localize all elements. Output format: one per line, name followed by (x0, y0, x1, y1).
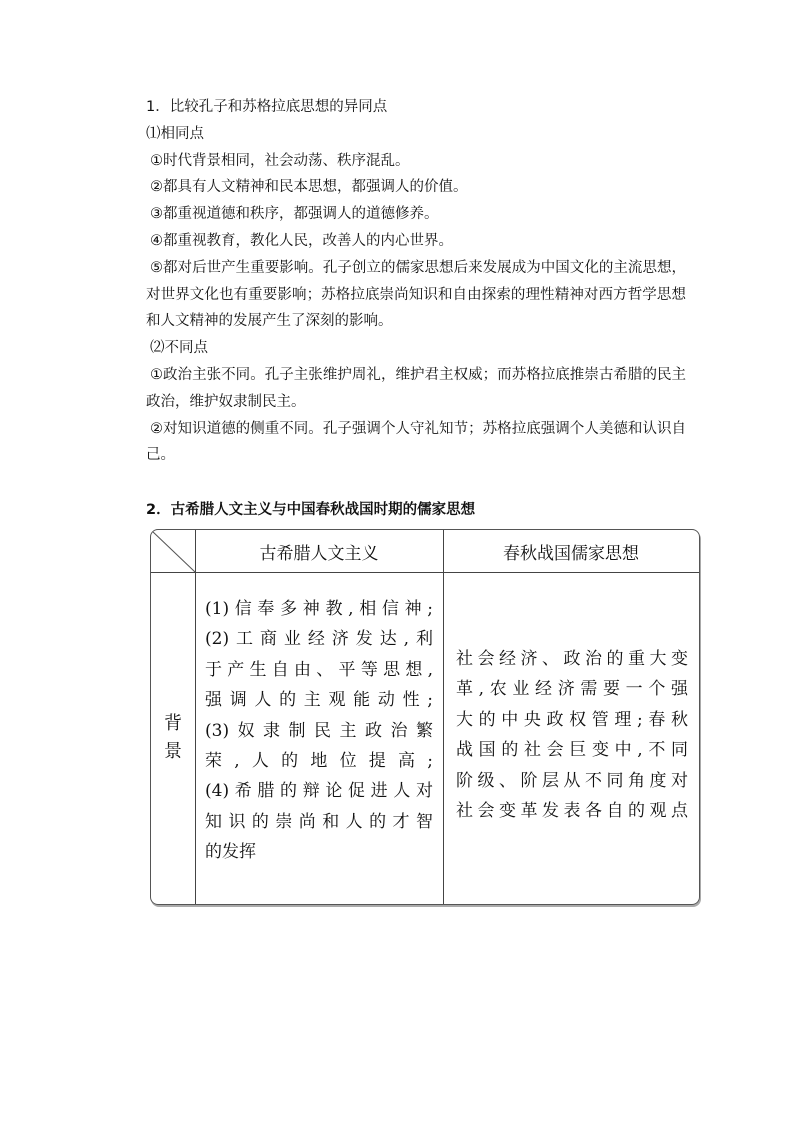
comparison-table (150, 529, 700, 905)
comparison-section (146, 94, 686, 469)
cell-line: 强调人的主观能动性; (205, 690, 433, 711)
section1-title: 1．比较孔子和苏格拉底思想的异同点 (146, 99, 388, 115)
cell-line: 于产生自由、平等思想, (205, 659, 433, 680)
row-header-char: 背 (164, 713, 182, 734)
cell-line: (3)奴隶制民主政治繁 (205, 720, 433, 741)
similarity-item: ④都重视教育，教化人民，改善人的内心世界。 (150, 232, 453, 249)
cell-line: (1)信奉多神教,相信神; (205, 599, 433, 619)
col-header-confucianism: 春秋战国儒家思想 (503, 543, 639, 564)
cell-line: 大的中央政权管理;春秋 (456, 709, 688, 730)
col-header-greek-humanism: 古希腊人文主义 (259, 543, 379, 564)
cell-line: 知识的崇尚和人的才智 (205, 811, 433, 832)
diagonal-header-line (151, 530, 195, 572)
cell-line: (2)工商业经济发达,利 (205, 629, 433, 650)
difference-item: ①政治主张不同。孔子主张维护周礼，维护君主权威；而苏格拉底推崇古希腊的民主政治，维护奴隶制民主。 (146, 366, 686, 410)
cell-line: 阶级、阶层从不同角度对 (456, 770, 688, 791)
greek-background-cell (205, 594, 433, 868)
row-header-background (151, 572, 195, 904)
similarity-item: ②都具有人文精神和民本思想，都强调人的价值。 (150, 179, 468, 196)
similarity-item: ⑤都对后世产生重要影响。孔子创立的儒家思想后来发展成为中国文化的主流思想，对世界文化也有重要影响；苏格拉底崇尚知识和自由探索的理性精神对西方哲学思想和人文精神的发展产生了深刻的影响。 (146, 259, 686, 330)
confucian-background-cell (456, 644, 688, 826)
column-divider (195, 530, 196, 904)
cell-line: 社会变革发表各自的观点 (456, 801, 688, 822)
cell-line: 荣,人的地位提高; (205, 751, 433, 772)
cell-line: 的发挥 (205, 842, 256, 863)
similarity-item: ③都重视道德和秩序，都强调人的道德修养。 (150, 206, 439, 223)
column-divider (443, 530, 444, 904)
cell-line: (4)希腊的辩论促进人对 (205, 781, 433, 802)
similarities-heading: ⑴相同点 (146, 125, 204, 142)
similarity-item: ①时代背景相同，社会动荡、秩序混乱。 (150, 152, 410, 169)
section2-title: 2．古希腊人文主义与中国春秋战国时期的儒家思想 (146, 502, 476, 518)
differences-heading: ⑵不同点 (150, 340, 208, 357)
cell-line: 战国的社会巨变中,不同 (456, 740, 688, 761)
cell-line: 革,农业经济需要一个强 (456, 679, 688, 700)
header-divider (151, 572, 699, 573)
difference-item: ②对知识道德的侧重不同。孔子强调个人守礼知节；苏格拉底强调个人美德和认识自己。 (146, 420, 686, 464)
row-header-char: 景 (164, 741, 182, 762)
cell-line: 社会经济、政治的重大变 (456, 649, 688, 669)
